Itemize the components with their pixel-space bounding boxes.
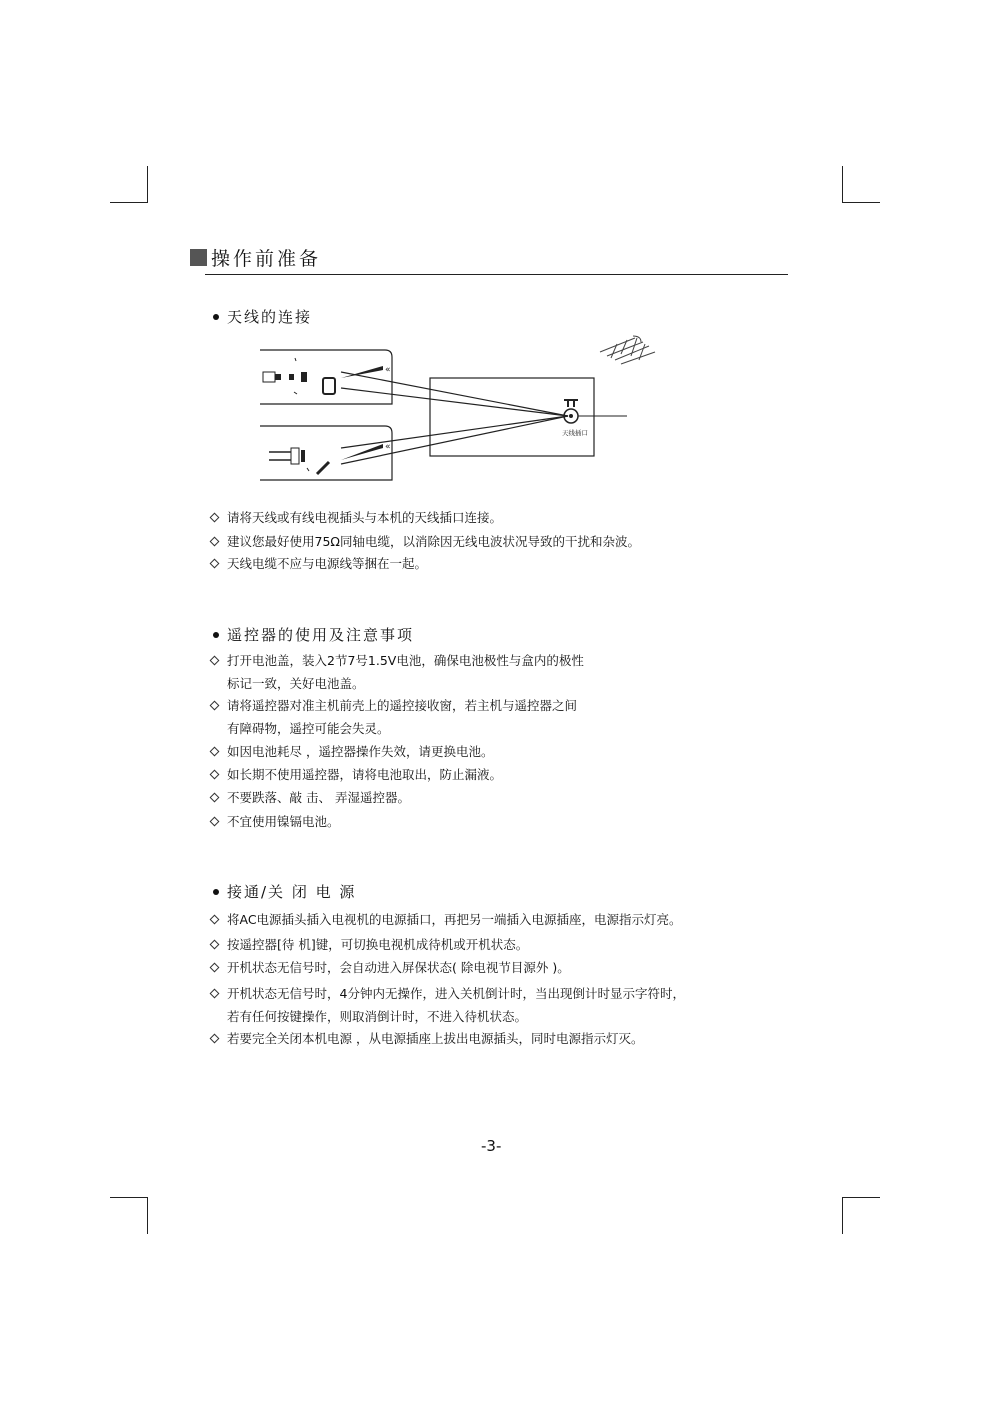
diamond-bullet-icon: [210, 963, 220, 973]
bullet-icon: [213, 314, 219, 320]
remote-heading-text: 遥控器的使用及注意事项: [227, 626, 415, 644]
diamond-bullet-icon: [210, 770, 220, 780]
crop-mark-top-right-vertical: [842, 166, 843, 203]
diamond-bullet-icon: [210, 1034, 220, 1044]
crop-mark-top-left-horizontal: [110, 202, 148, 203]
crop-mark-bottom-right-vertical: [842, 1197, 843, 1234]
bullet-icon: [213, 632, 219, 638]
crop-mark-bottom-right-horizontal: [842, 1197, 880, 1198]
diamond-bullet-icon: [210, 559, 220, 569]
power-heading-text: 接通/关 闭 电 源: [227, 883, 357, 901]
diamond-bullet-icon: [210, 989, 220, 999]
remote-heading: [213, 624, 414, 645]
antenna-port-icon: [564, 400, 578, 423]
antenna-port-label: 天线插口: [562, 429, 588, 437]
svg-text:«: «: [385, 365, 391, 375]
diamond-bullet-icon: [210, 747, 220, 757]
antenna-heading-text: 天线的连接: [227, 308, 313, 326]
power-heading: [213, 881, 356, 902]
bullet-icon: [213, 889, 219, 895]
antenna-sketch-icon: [600, 336, 655, 364]
antenna-heading: [213, 306, 312, 327]
cable-plug-icon: [269, 448, 329, 474]
cable-inset-frame: [260, 426, 392, 480]
title-rule: [205, 274, 788, 275]
title-square-icon: [190, 249, 207, 266]
diamond-bullet-icon: [210, 915, 220, 925]
diamond-bullet-icon: [210, 817, 220, 827]
crop-mark-top-left-vertical: [147, 166, 148, 203]
diamond-bullet-icon: [210, 513, 220, 523]
page-number: -3-: [481, 1137, 502, 1155]
diamond-bullet-icon: [210, 940, 220, 950]
crop-mark-top-right-horizontal: [842, 202, 880, 203]
diamond-bullet-icon: [210, 701, 220, 711]
diamond-bullet-icon: [210, 793, 220, 803]
antenna-plug-icon: [263, 358, 335, 394]
page-title-text: 操作前准备: [211, 247, 322, 270]
antenna-connection-diagram: [255, 330, 665, 490]
page-title: [190, 244, 321, 270]
arrow-icon: [341, 444, 383, 460]
svg-text:«: «: [385, 442, 391, 452]
diamond-bullet-icon: [210, 537, 220, 547]
crop-mark-bottom-left-vertical: [147, 1197, 148, 1234]
crop-mark-bottom-left-horizontal: [110, 1197, 148, 1198]
diamond-bullet-icon: [210, 656, 220, 666]
